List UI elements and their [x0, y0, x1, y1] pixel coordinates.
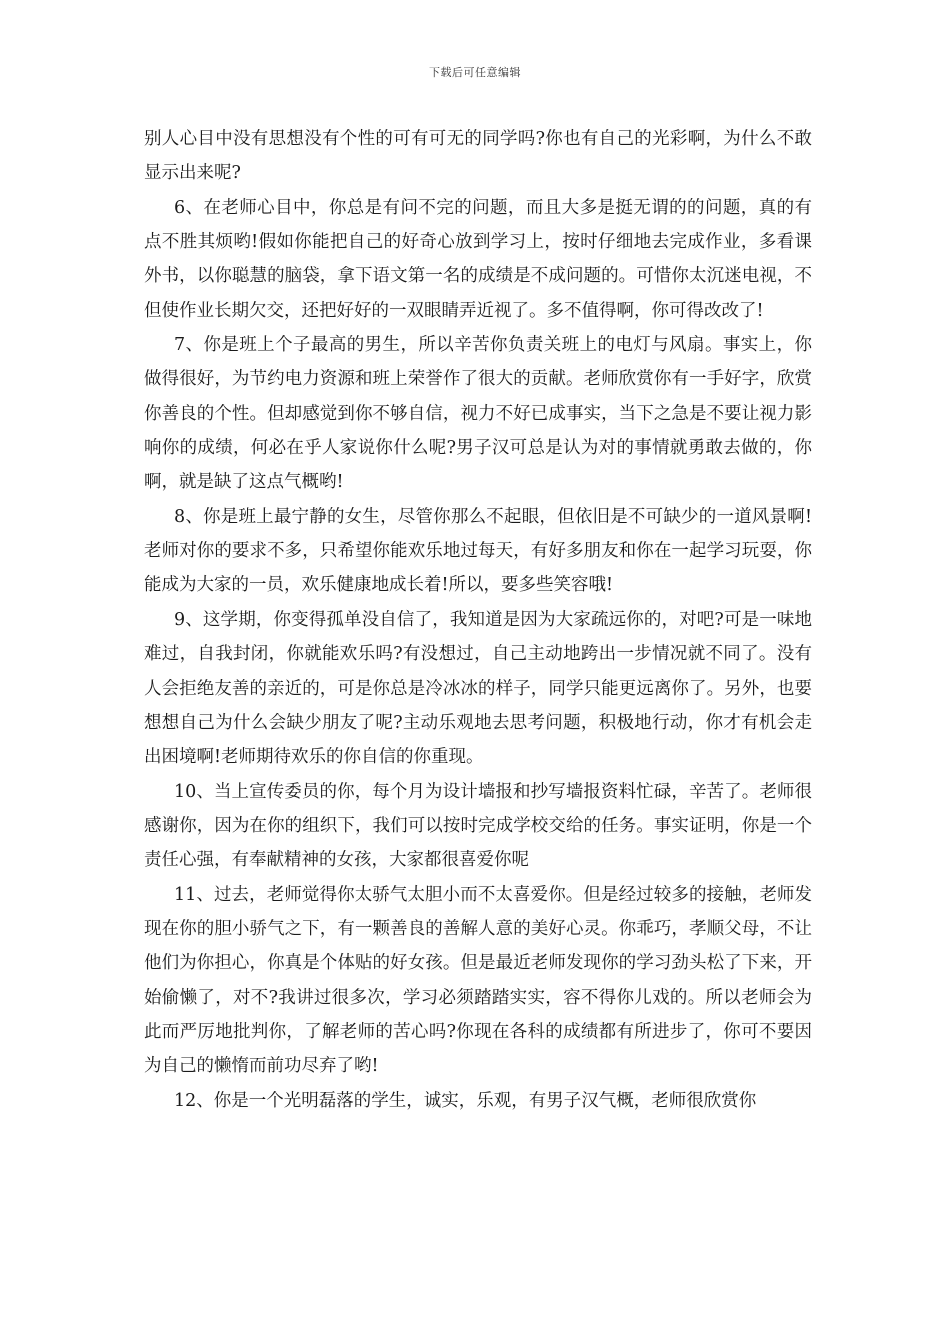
page-header: 下载后可任意编辑 — [429, 66, 521, 79]
paragraph-item-6: 6、在老师心目中，你总是有问不完的问题，而且大多是挺无谓的的问题，真的有点不胜其烦哟!假如你能把自己的好奇心放到学习上，按时仔细地去完成作业，多看课外书，以你聪慧的脑袋，拿下语文第一名的成绩是不成问题的。可惜你太沉迷电视，不但使作业长期欠交，还把好好的一双眼睛弄近视了。多不值得啊，你可得改改了! — [144, 197, 812, 321]
document-body — [144, 122, 812, 1118]
paragraph-item-8: 8、你是班上最宁静的女生，尽管你那么不起眼，但依旧是不可缺少的一道风景啊!老师对你的要求不多，只希望你能欢乐地过每天，有好多朋友和你在一起学习玩耍，你能成为大家的一员，欢乐健康地成长着!所以，要多些笑容哦! — [144, 506, 812, 596]
paragraph-item-10: 10、当上宣传委员的你，每个月为设计墙报和抄写墙报资料忙碌，辛苦了。老师很感谢你，因为在你的组织下，我们可以按时完成学校交给的任务。事实证明，你是一个责任心强，有奉献精神的女孩，大家都很喜爱你呢 — [144, 781, 812, 871]
paragraph-continuation: 别人心目中没有思想没有个性的可有可无的同学吗?你也有自己的光彩啊，为什么不敢显示出来呢? — [144, 129, 812, 184]
paragraph-item-11: 11、过去，老师觉得你太骄气太胆小而不太喜爱你。但是经过较多的接触，老师发现在你的胆小骄气之下，有一颗善良的善解人意的美好心灵。你乖巧，孝顺父母，不让他们为你担心，你真是个体贴的好女孩。但是最近老师发现你的学习劲头松了下来，开始偷懒了，对不?我讲过很多次，学习必须踏踏实实，容不得你儿戏的。所以老师会为此而严厉地批判你，了解老师的苦心吗?你现在各科的成绩都有所进步了，你可不要因为自己的懒惰而前功尽弃了哟! — [144, 884, 812, 1077]
paragraph-item-12: 12、你是一个光明磊落的学生，诚实，乐观，有男子汉气概，老师很欣赏你 — [174, 1090, 757, 1111]
paragraph-item-7: 7、你是班上个子最高的男生，所以辛苦你负责关班上的电灯与风扇。事实上，你做得很好，为节约电力资源和班上荣誉作了很大的贡献。老师欣赏你有一手好字，欣赏你善良的个性。但却感觉到你不够自信，视力不好已成事实，当下之急是不要让视力影响你的成绩，何必在乎人家说你什么呢?男子汉可总是认为对的事情就勇敢去做的，你啊，就是缺了这点气概哟! — [144, 335, 812, 493]
paragraph-item-9: 9、这学期，你变得孤单没自信了，我知道是因为大家疏远你的，对吧?可是一味地难过，自我封闭，你就能欢乐吗?有没想过，自己主动地跨出一步情况就不同了。没有人会拒绝友善的亲近的，可是你总是冷冰冰的样子，同学只能更远离你了。另外，也要想想自己为什么会缺少朋友了呢?主动乐观地去思考问题，积极地行动，你才有机会走出困境啊!老师期待欢乐的你自信的你重现。 — [144, 609, 812, 768]
